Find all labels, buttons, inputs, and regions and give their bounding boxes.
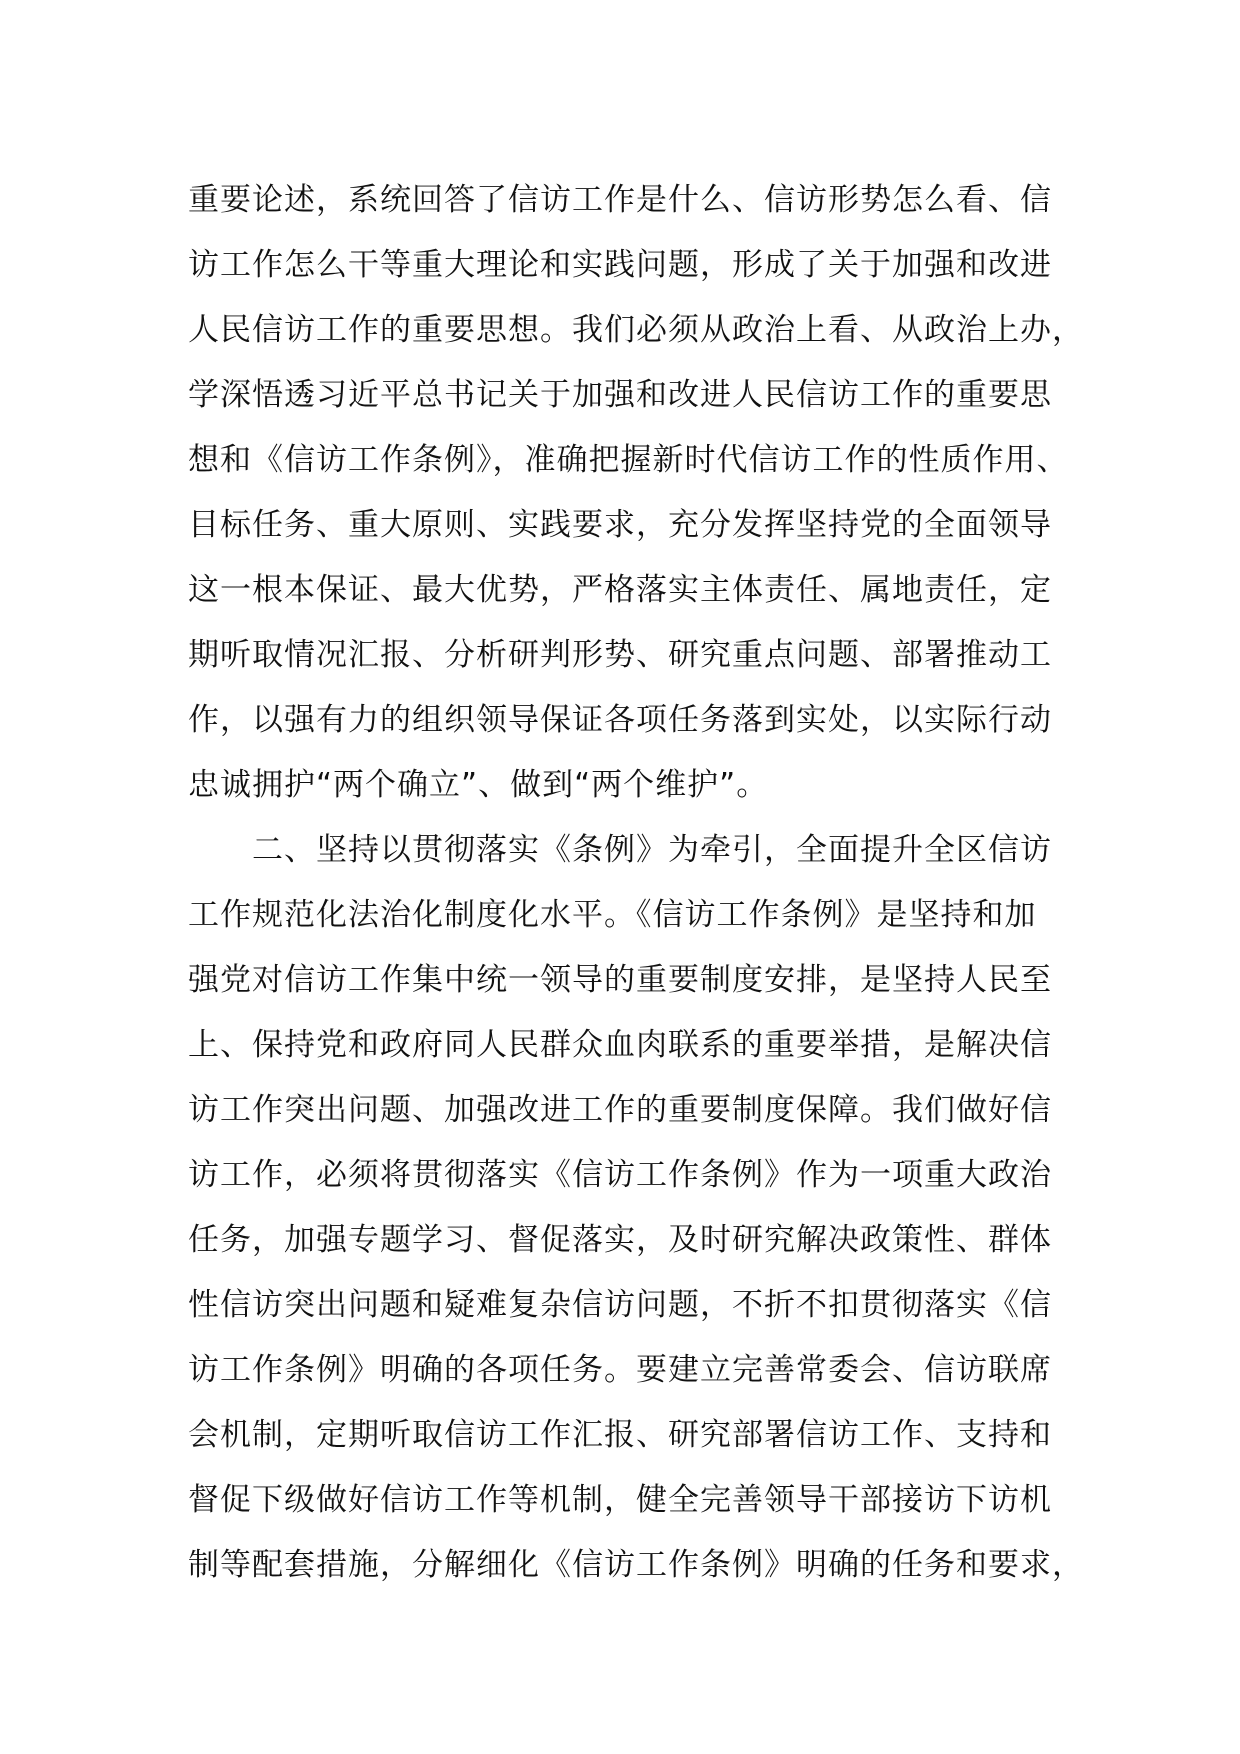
paragraph-start-line: 二、坚持以贯彻落实《条例》为牵引，全面提升全区信访 — [252, 832, 1052, 868]
text-line: 访工作条例》明确的各项任务。要建立完善常委会、信访联席 — [188, 1352, 1052, 1388]
text-line: 忠诚拥护“两个确立”、做到“两个维护”。 — [188, 767, 769, 803]
text-line: 这一根本保证、最大优势，严格落实主体责任、属地责任，定 — [188, 572, 1052, 608]
text-line: 访工作怎么干等重大理论和实践问题，形成了关于加强和改进 — [188, 247, 1052, 283]
text-line: 督促下级做好信访工作等机制，健全完善领导干部接访下访机 — [188, 1482, 1052, 1518]
text-line: 制等配套措施，分解细化《信访工作条例》明确的任务和要求， — [188, 1547, 1084, 1583]
text-line: 会机制，定期听取信访工作汇报、研究部署信访工作、支持和 — [188, 1417, 1052, 1453]
text-line: 性信访突出问题和疑难复杂信访问题，不折不扣贯彻落实《信 — [188, 1287, 1052, 1323]
text-line: 学深悟透习近平总书记关于加强和改进人民信访工作的重要思 — [188, 377, 1052, 413]
text-line: 作，以强有力的组织领导保证各项任务落到实处，以实际行动 — [188, 702, 1052, 738]
text-line: 目标任务、重大原则、实践要求，充分发挥坚持党的全面领导 — [188, 507, 1052, 543]
text-line: 访工作突出问题、加强改进工作的重要制度保障。我们做好信 — [188, 1092, 1052, 1128]
text-line: 想和《信访工作条例》，准确把握新时代信访工作的性质作用、 — [188, 442, 1069, 478]
text-line: 工作规范化法治化制度化水平。《信访工作条例》是坚持和加 — [188, 897, 1037, 933]
text-line: 人民信访工作的重要思想。我们必须从政治上看、从政治上办， — [188, 312, 1084, 348]
text-line: 访工作，必须将贯彻落实《信访工作条例》作为一项重大政治 — [188, 1157, 1052, 1193]
text-line: 期听取情况汇报、分析研判形势、研究重点问题、部署推动工 — [188, 637, 1052, 673]
text-line: 强党对信访工作集中统一领导的重要制度安排，是坚持人民至 — [188, 962, 1052, 998]
text-line: 上、保持党和政府同人民群众血肉联系的重要举措，是解决信 — [188, 1027, 1052, 1063]
text-line: 任务，加强专题学习、督促落实，及时研究解决政策性、群体 — [188, 1222, 1052, 1258]
text-line: 重要论述，系统回答了信访工作是什么、信访形势怎么看、信 — [188, 182, 1052, 218]
body-text — [188, 168, 1088, 1598]
